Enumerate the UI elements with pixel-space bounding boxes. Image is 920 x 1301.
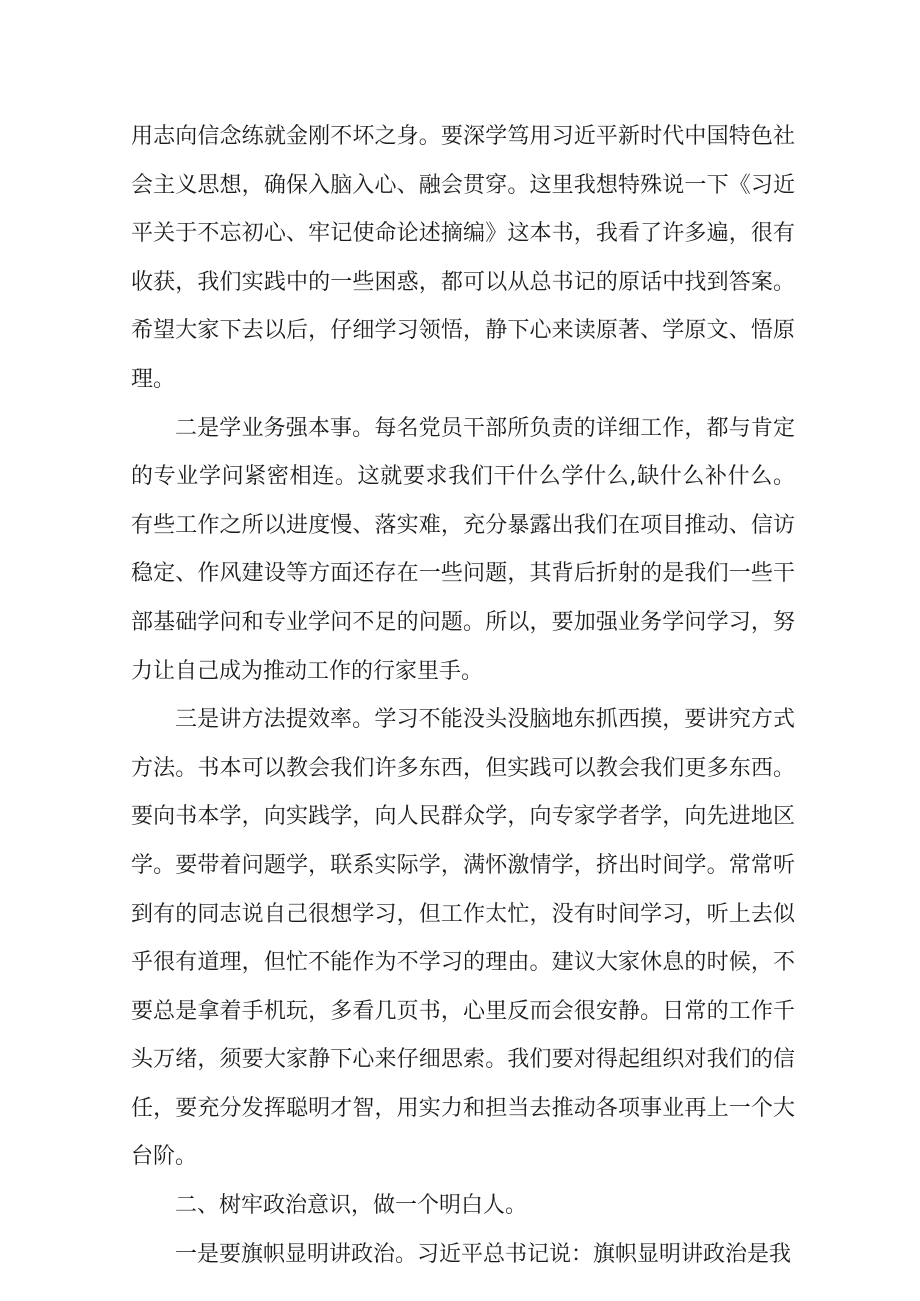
document-body — [131, 113, 795, 1279]
paragraph-talk-politics: 一是要旗帜显明讲政治。习近平总书记说：旗帜显明讲政治是我 — [175, 1241, 792, 1267]
paragraph-learn-business: 二是学业务强本事。每名党员干部所负责的详细工作，都与肯定的专业学问紧密相连。这就要求我们干什么学什么,缺什么补什么。有些工作之所以进度慢、落实难，充分暴露出我们在项目推动、信访稳定、作风建设等方面还存在一些问题，其背后折射的是我们一些干部基础学问和专业学问不足的问题。所以，要加强业务学问学习，努力让自己成为推动工作的行家里手。 — [131, 415, 795, 684]
paragraph-learn-methods: 三是讲方法提效率。学习不能没头没脑地东抓西摸，要讲究方式方法。书本可以教会我们许多东西，但实践可以教会我们更多东西。要向书本学，向实践学，向人民群众学，向专家学者学，向先进地区学。要带着问题学，联系实际学，满怀激情学，挤出时间学。常常听到有的同志说自己很想学习，但工作太忙，没有时间学习，听上去似乎很有道理，但忙不能作为不学习的理由。建议大家休息的时候，不要总是拿着手机玩，多看几页书，心里反而会很安静。日常的工作千头万绪，须要大家静下心来仔细思索。我们要对得起组织对我们的信任，要充分发挥聪明才智，用实力和担当去推动各项事业再上一个大台阶。 — [131, 707, 795, 1170]
paragraph-continuation: 用志向信念练就金刚不坏之身。要深学笃用习近平新时代中国特色社会主义思想，确保入脑入心、融会贯穿。这里我想特殊说一下《习近平关于不忘初心、牢记使命论述摘编》这本书，我看了许多遍，很有收获，我们实践中的一些困惑，都可以从总书记的原话中找到答案。希望大家下去以后，仔细学习领悟，静下心来读原著、学原文、悟原理。 — [131, 124, 795, 392]
section-heading-political-awareness: 二、树牢政治意识，做一个明白人。 — [175, 1193, 528, 1219]
